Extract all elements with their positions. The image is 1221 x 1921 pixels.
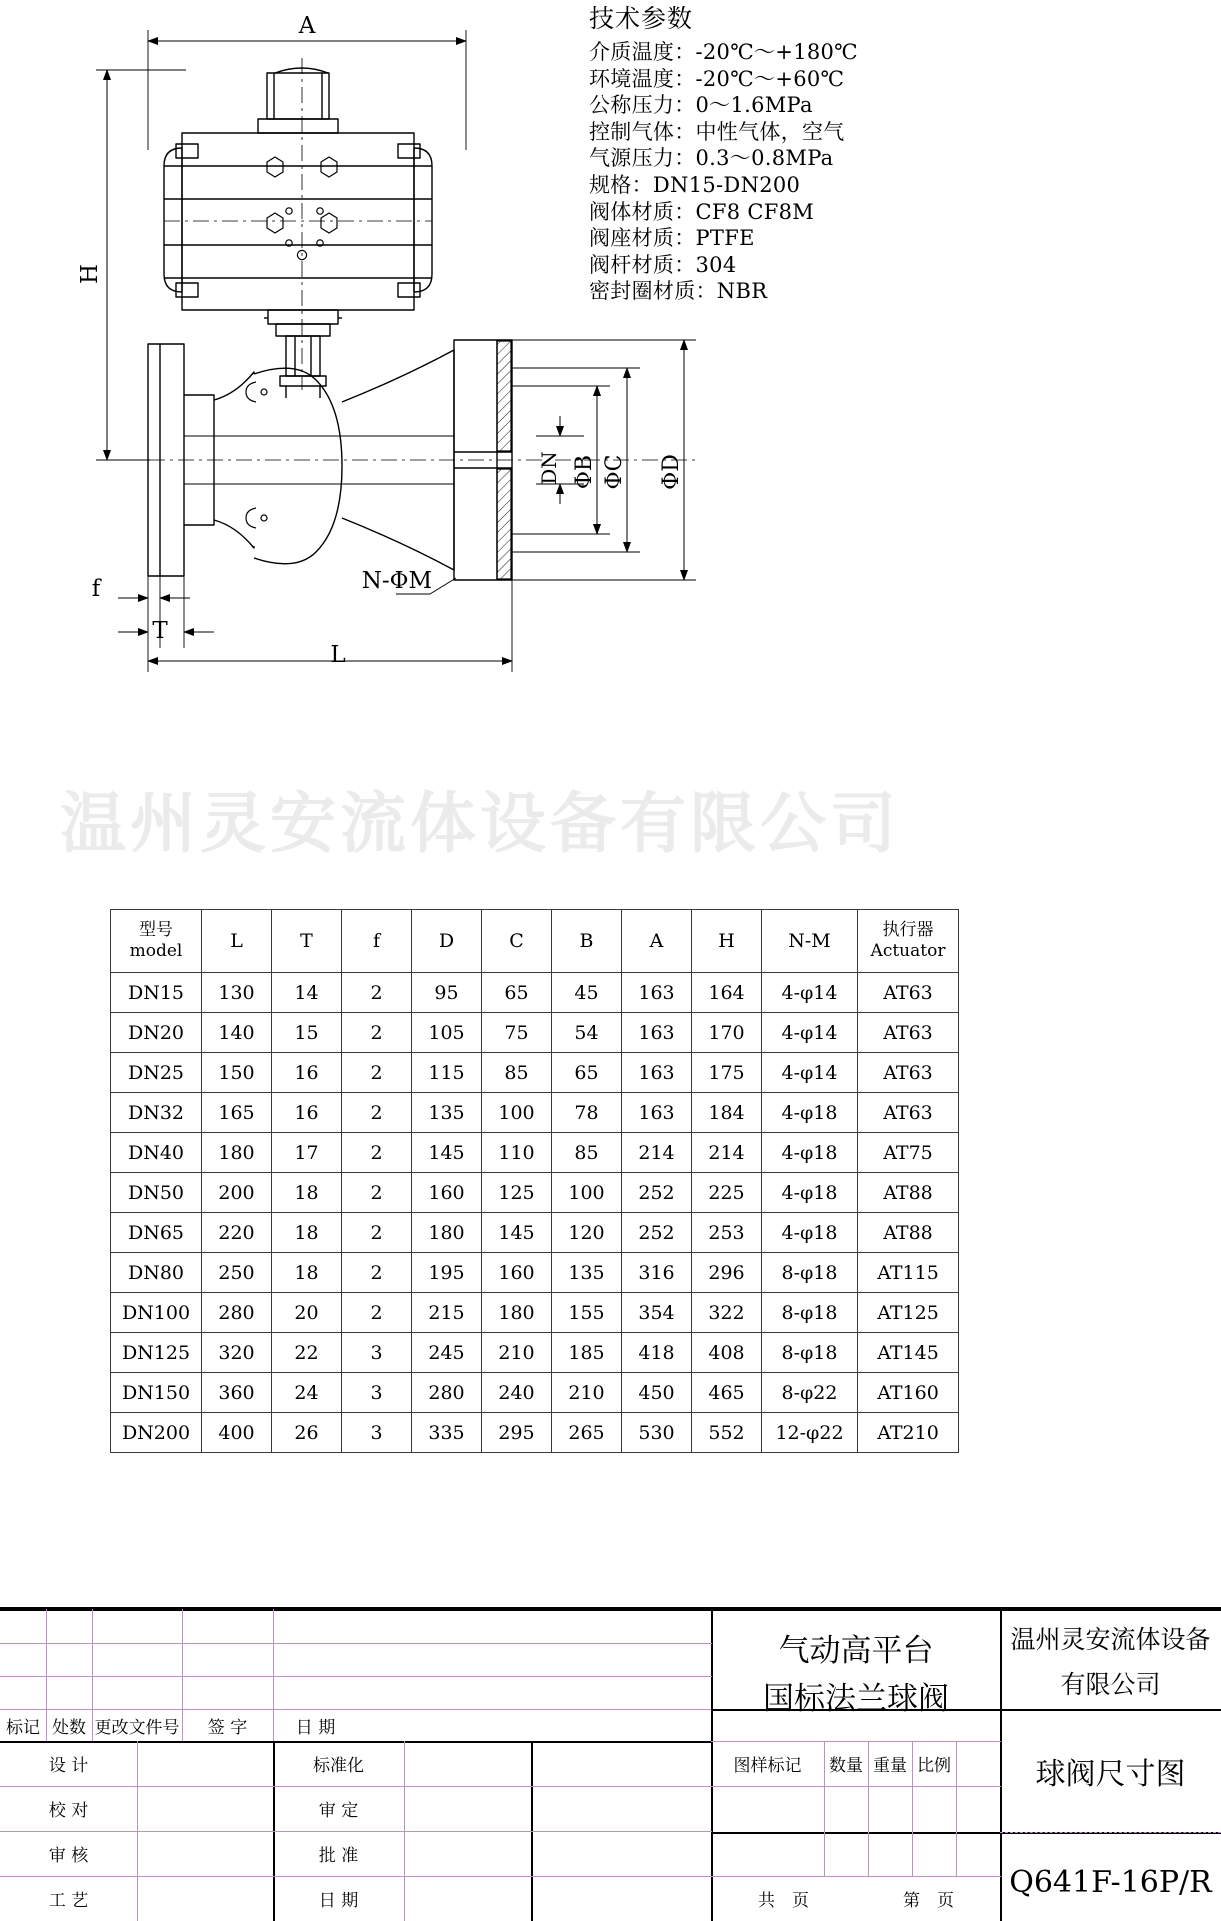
col-header-f: f (342, 910, 412, 973)
company-watermark: 温州灵安流体设备有限公司 (60, 785, 900, 862)
cell-C: 145 (482, 1213, 552, 1253)
cell-actuator: AT63 (858, 1013, 959, 1053)
spec-stem-material: 阀杆材质：304 (589, 252, 737, 277)
dim-label-phiC: ΦC (602, 454, 627, 490)
cell-A: 163 (622, 1053, 692, 1093)
cell-f: 2 (342, 973, 412, 1013)
cell-f: 3 (342, 1333, 412, 1373)
cell-T: 24 (272, 1373, 342, 1413)
dim-label-H: H (77, 263, 103, 285)
cell-C: 125 (482, 1173, 552, 1213)
table-row (111, 1253, 959, 1293)
tb-role-approve: 批 准 (318, 1846, 359, 1866)
cell-D: 160 (412, 1173, 482, 1213)
cell-H: 225 (692, 1173, 762, 1213)
cell-f: 2 (342, 1253, 412, 1293)
cell-H: 184 (692, 1093, 762, 1133)
cell-actuator: AT115 (858, 1253, 959, 1293)
document-title: 球阀尺寸图 (1035, 1757, 1186, 1792)
dim-label-phiD: ΦD (659, 454, 684, 490)
dimension-table (110, 909, 959, 1453)
tb-meta-drawing-mark: 图样标记 (733, 1756, 802, 1776)
cell-A: 214 (622, 1133, 692, 1173)
table-header-row (111, 910, 959, 973)
tb-rev-label-count: 处数 (52, 1717, 86, 1738)
cell-N-M: 4-φ18 (762, 1173, 858, 1213)
cell-D: 105 (412, 1013, 482, 1053)
dim-label-f: f (91, 576, 101, 602)
cell-B: 120 (552, 1213, 622, 1253)
tb-role-v2 (404, 1741, 405, 1921)
cell-A: 163 (622, 1013, 692, 1053)
cell-T: 16 (272, 1093, 342, 1133)
tb-rev-label-date: 日 期 (295, 1717, 336, 1738)
cell-N-M: 4-φ14 (762, 1053, 858, 1093)
col-header-actuator-cn: 执行器 (882, 920, 934, 940)
cell-N-M: 8-φ22 (762, 1373, 858, 1413)
cell-L: 150 (202, 1053, 272, 1093)
tb-page-total: 共 页 (758, 1891, 809, 1911)
tech-params-title: 技术参数 (589, 4, 694, 33)
cell-A: 354 (622, 1293, 692, 1333)
table-row (111, 1293, 959, 1333)
table-row (111, 1093, 959, 1133)
cell-actuator: AT63 (858, 1093, 959, 1133)
cell-A: 252 (622, 1213, 692, 1253)
cell-actuator: AT63 (858, 1053, 959, 1093)
tb-meta-dash (711, 1786, 1001, 1787)
cell-f: 3 (342, 1413, 412, 1453)
cell-f: 3 (342, 1373, 412, 1413)
table-row (111, 1013, 959, 1053)
company-name-line2: 有限公司 (1060, 1669, 1161, 1699)
cell-N-M: 4-φ18 (762, 1213, 858, 1253)
cell-C: 295 (482, 1413, 552, 1453)
cell-model: DN20 (111, 1013, 202, 1053)
cell-A: 316 (622, 1253, 692, 1293)
cell-H: 164 (692, 973, 762, 1013)
cell-model: DN25 (111, 1053, 202, 1093)
cell-C: 100 (482, 1093, 552, 1133)
cell-actuator: AT160 (858, 1373, 959, 1413)
tb-role-check: 校 对 (48, 1801, 89, 1821)
cell-D: 280 (412, 1373, 482, 1413)
table-row (111, 1173, 959, 1213)
tb-rev-label-mark: 标记 (6, 1717, 40, 1738)
cell-actuator: AT125 (858, 1293, 959, 1333)
cell-T: 18 (272, 1213, 342, 1253)
cell-A: 163 (622, 1093, 692, 1133)
tb-meta-weight: 重量 (873, 1756, 907, 1776)
drawing-name-line1: 气动高平台 (778, 1632, 934, 1669)
col-header-C: C (482, 910, 552, 973)
cell-T: 18 (272, 1173, 342, 1213)
cell-H: 175 (692, 1053, 762, 1093)
cell-B: 210 (552, 1373, 622, 1413)
cell-H: 552 (692, 1413, 762, 1453)
spec-medium-temperature: 介质温度：-20℃～+180℃ (589, 40, 858, 64)
col-header-actuator (858, 910, 959, 973)
cell-D: 245 (412, 1333, 482, 1373)
table-row (111, 1373, 959, 1413)
cell-model: DN80 (111, 1253, 202, 1293)
dim-label-phiB: ΦB (572, 454, 597, 490)
cell-A: 450 (622, 1373, 692, 1413)
cell-model: DN150 (111, 1373, 202, 1413)
cell-C: 160 (482, 1253, 552, 1293)
cell-N-M: 12-φ22 (762, 1413, 858, 1453)
cell-C: 65 (482, 973, 552, 1013)
spec-body-material: 阀体材质：CF8 CF8M (589, 199, 815, 224)
tb-meta-quantity: 数量 (829, 1756, 863, 1776)
cell-B: 85 (552, 1133, 622, 1173)
cell-N-M: 8-φ18 (762, 1293, 858, 1333)
col-header-model-cn: 型号 (139, 920, 173, 940)
cell-D: 215 (412, 1293, 482, 1333)
cell-f: 2 (342, 1013, 412, 1053)
tb-rev-label-sign: 签 字 (207, 1717, 248, 1738)
cell-L: 400 (202, 1413, 272, 1453)
cell-T: 22 (272, 1333, 342, 1373)
cell-D: 195 (412, 1253, 482, 1293)
cell-model: DN40 (111, 1133, 202, 1173)
cell-N-M: 4-φ18 (762, 1093, 858, 1133)
cell-N-M: 4-φ14 (762, 1013, 858, 1053)
cell-f: 2 (342, 1053, 412, 1093)
cell-D: 335 (412, 1413, 482, 1453)
cell-T: 17 (272, 1133, 342, 1173)
cell-actuator: AT63 (858, 973, 959, 1013)
dim-label-DN: DN (537, 451, 561, 485)
cell-H: 170 (692, 1013, 762, 1053)
cell-L: 130 (202, 973, 272, 1013)
cell-H: 465 (692, 1373, 762, 1413)
cell-H: 408 (692, 1333, 762, 1373)
dim-label-N-phiM: N-ΦM (361, 568, 432, 594)
cell-B: 135 (552, 1253, 622, 1293)
cell-D: 95 (412, 973, 482, 1013)
cell-C: 210 (482, 1333, 552, 1373)
cell-T: 14 (272, 973, 342, 1013)
cell-actuator: AT145 (858, 1333, 959, 1373)
cell-B: 78 (552, 1093, 622, 1133)
cell-L: 165 (202, 1093, 272, 1133)
table-row (111, 1413, 959, 1453)
col-header-model-en: model (129, 941, 183, 961)
cell-B: 265 (552, 1413, 622, 1453)
cell-T: 16 (272, 1053, 342, 1093)
cell-model: DN125 (111, 1333, 202, 1373)
cell-B: 45 (552, 973, 622, 1013)
cell-D: 145 (412, 1133, 482, 1173)
cell-N-M: 4-φ18 (762, 1133, 858, 1173)
tb-role-review: 审 核 (48, 1846, 89, 1866)
col-header-T: T (272, 910, 342, 973)
cell-L: 280 (202, 1293, 272, 1333)
cell-N-M: 8-φ18 (762, 1253, 858, 1293)
cell-B: 65 (552, 1053, 622, 1093)
col-header-model (111, 910, 202, 973)
cell-T: 20 (272, 1293, 342, 1333)
tb-role-approve-check: 审 定 (318, 1801, 359, 1821)
company-name-line1: 温州灵安流体设备 (1010, 1624, 1211, 1654)
spec-control-gas: 控制气体：中性气体，空气 (589, 119, 845, 144)
spec-seal-ring-material: 密封圈材质：NBR (589, 279, 768, 304)
col-header-A: A (622, 910, 692, 973)
table-body (111, 973, 959, 1453)
cell-B: 54 (552, 1013, 622, 1053)
model-code: Q641F-16P/R (1009, 1864, 1212, 1900)
cell-C: 85 (482, 1053, 552, 1093)
cell-T: 26 (272, 1413, 342, 1453)
table-row (111, 1213, 959, 1253)
tb-meta-scale: 比例 (917, 1756, 951, 1776)
cell-C: 75 (482, 1013, 552, 1053)
cell-L: 250 (202, 1253, 272, 1293)
cell-D: 135 (412, 1093, 482, 1133)
cell-model: DN50 (111, 1173, 202, 1213)
col-header-B: B (552, 910, 622, 973)
title-block (0, 1607, 1221, 1919)
drawing-name-line2: 国标法兰球阀 (763, 1680, 949, 1717)
cell-H: 253 (692, 1213, 762, 1253)
tb-right-dash (1000, 1832, 1221, 1833)
cell-L: 180 (202, 1133, 272, 1173)
cell-A: 163 (622, 973, 692, 1013)
cell-B: 100 (552, 1173, 622, 1213)
cell-T: 15 (272, 1013, 342, 1053)
spec-seat-material: 阀座材质：PTFE (589, 226, 755, 251)
cell-H: 296 (692, 1253, 762, 1293)
tb-rev-h1 (0, 1643, 712, 1644)
cell-H: 322 (692, 1293, 762, 1333)
cell-actuator: AT210 (858, 1413, 959, 1453)
cell-A: 530 (622, 1413, 692, 1453)
dim-label-L: L (330, 642, 346, 668)
cell-f: 2 (342, 1093, 412, 1133)
tb-role-date: 日 期 (318, 1891, 359, 1911)
cell-B: 155 (552, 1293, 622, 1333)
cell-A: 418 (622, 1333, 692, 1373)
tb-role-process: 工 艺 (48, 1891, 89, 1911)
table-row (111, 973, 959, 1013)
tb-rev-label-docno: 更改文件号 (94, 1717, 180, 1738)
cell-f: 2 (342, 1173, 412, 1213)
cell-f: 2 (342, 1133, 412, 1173)
tb-role-design: 设 计 (48, 1756, 89, 1776)
cell-D: 180 (412, 1213, 482, 1253)
cell-f: 2 (342, 1293, 412, 1333)
cell-C: 240 (482, 1373, 552, 1413)
col-header-N-M: N-M (762, 910, 858, 973)
dim-label-A: A (298, 13, 316, 39)
cell-actuator: AT75 (858, 1133, 959, 1173)
cell-C: 180 (482, 1293, 552, 1333)
cell-A: 252 (622, 1173, 692, 1213)
cell-L: 220 (202, 1213, 272, 1253)
spec-ambient-temperature: 环境温度：-20℃～+60℃ (589, 66, 845, 91)
cell-model: DN32 (111, 1093, 202, 1133)
spec-nominal-pressure: 公称压力：0～1.6MPa (589, 93, 813, 118)
tb-role-standardize: 标准化 (313, 1756, 364, 1776)
table-row (111, 1053, 959, 1093)
tb-rev-h2 (0, 1676, 712, 1677)
valve-assembly-drawing (0, 0, 1221, 905)
tb-page-index: 第 页 (903, 1891, 954, 1911)
cell-actuator: AT88 (858, 1213, 959, 1253)
col-header-L: L (202, 910, 272, 973)
cell-N-M: 8-φ18 (762, 1333, 858, 1373)
col-header-H: H (692, 910, 762, 973)
cell-T: 18 (272, 1253, 342, 1293)
tb-role-v1 (137, 1741, 138, 1921)
cell-N-M: 4-φ14 (762, 973, 858, 1013)
cell-D: 115 (412, 1053, 482, 1093)
cell-L: 200 (202, 1173, 272, 1213)
tb-meta-v4 (956, 1741, 957, 1876)
tb-frame-top (0, 1609, 1221, 1611)
cell-model: DN200 (111, 1413, 202, 1453)
col-header-D: D (412, 910, 482, 973)
cell-L: 320 (202, 1333, 272, 1373)
spec-air-supply-pressure: 气源压力：0.3～0.8MPa (589, 146, 834, 171)
dim-label-T: T (152, 618, 168, 644)
cell-actuator: AT88 (858, 1173, 959, 1213)
cell-B: 185 (552, 1333, 622, 1373)
cell-f: 2 (342, 1213, 412, 1253)
cell-model: DN15 (111, 973, 202, 1013)
spec-size-range: 规格：DN15-DN200 (589, 172, 801, 197)
col-header-actuator-en: Actuator (870, 941, 946, 961)
cell-H: 214 (692, 1133, 762, 1173)
cell-model: DN65 (111, 1213, 202, 1253)
cell-model: DN100 (111, 1293, 202, 1333)
table-row (111, 1333, 959, 1373)
table-row (111, 1133, 959, 1173)
cell-L: 360 (202, 1373, 272, 1413)
cell-L: 140 (202, 1013, 272, 1053)
cell-C: 110 (482, 1133, 552, 1173)
